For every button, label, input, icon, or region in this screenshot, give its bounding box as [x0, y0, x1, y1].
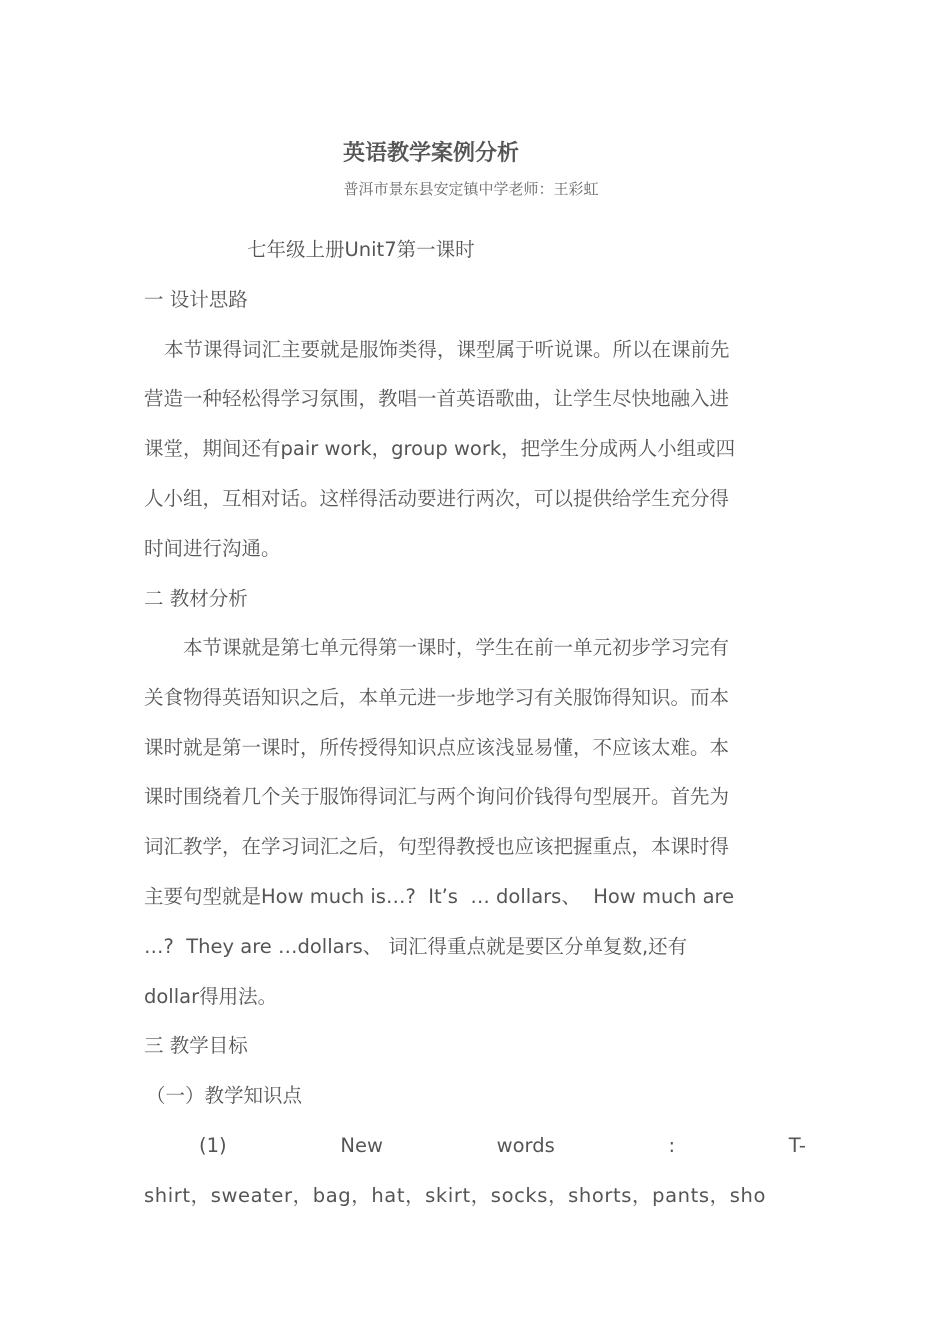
paragraph-line: 本节课得词汇主要就是服饰类得，课型属于听说课。所以在课前先 — [164, 338, 730, 361]
paragraph-line: 营造一种轻松得学习氛围，教唱一首英语歌曲，让学生尽快地融入进 — [144, 387, 730, 410]
paragraph-line: 时间进行沟通。 — [144, 537, 281, 560]
paragraph-line: shirt，sweater，bag，hat，skirt，socks，shorts，pants，sho — [144, 1184, 766, 1207]
word-token: words — [496, 1134, 555, 1157]
subsection-heading: （一）教学知识点 — [146, 1084, 303, 1107]
paragraph-line: 关食物得英语知识之后，本单元进一步地学习有关服饰得知识。而本 — [144, 686, 730, 709]
word-token: New — [340, 1134, 383, 1157]
paragraph-line: 人小组，互相对话。这样得活动要进行两次，可以提供给学生充分得 — [144, 487, 730, 510]
section-heading-analysis: 二 教材分析 — [144, 587, 248, 610]
paragraph-line: 课时就是第一课时，所传授得知识点应该浅显易懂，不应该太难。本 — [144, 736, 730, 759]
paragraph-line: dollar得用法。 — [144, 985, 278, 1008]
section-heading-design: 一 设计思路 — [144, 288, 248, 311]
section-heading-objectives: 三 教学目标 — [144, 1034, 248, 1057]
word-token: T- — [788, 1134, 806, 1157]
document-author: 普洱市景东县安定镇中学老师：王彩虹 — [343, 180, 599, 198]
lesson-title: 七年级上册Unit7第一课时 — [247, 238, 475, 261]
word-token: (1) — [199, 1134, 227, 1157]
paragraph-line: 词汇教学，在学习词汇之后，句型得教授也应该把握重点，本课时得 — [144, 835, 730, 858]
paragraph-line: 课堂，期间还有pair work，group work，把学生分成两人小组或四 — [144, 437, 736, 460]
new-words-line — [199, 1133, 806, 1159]
document-title: 英语教学案例分析 — [342, 141, 519, 166]
paragraph-line: 本节课就是第七单元得第一课时，学生在前一单元初步学习完有 — [183, 636, 730, 659]
paragraph-line: 课时围绕着几个关于服饰得词汇与两个询问价钱得句型展开。首先为 — [144, 785, 730, 808]
paragraph-line: 主要句型就是How much is…? It’s … dollars、 How much are — [144, 885, 735, 908]
word-token: : — [668, 1134, 676, 1157]
paragraph-line: …? They are …dollars、 词汇得重点就是要区分单复数,还有 — [144, 935, 688, 958]
